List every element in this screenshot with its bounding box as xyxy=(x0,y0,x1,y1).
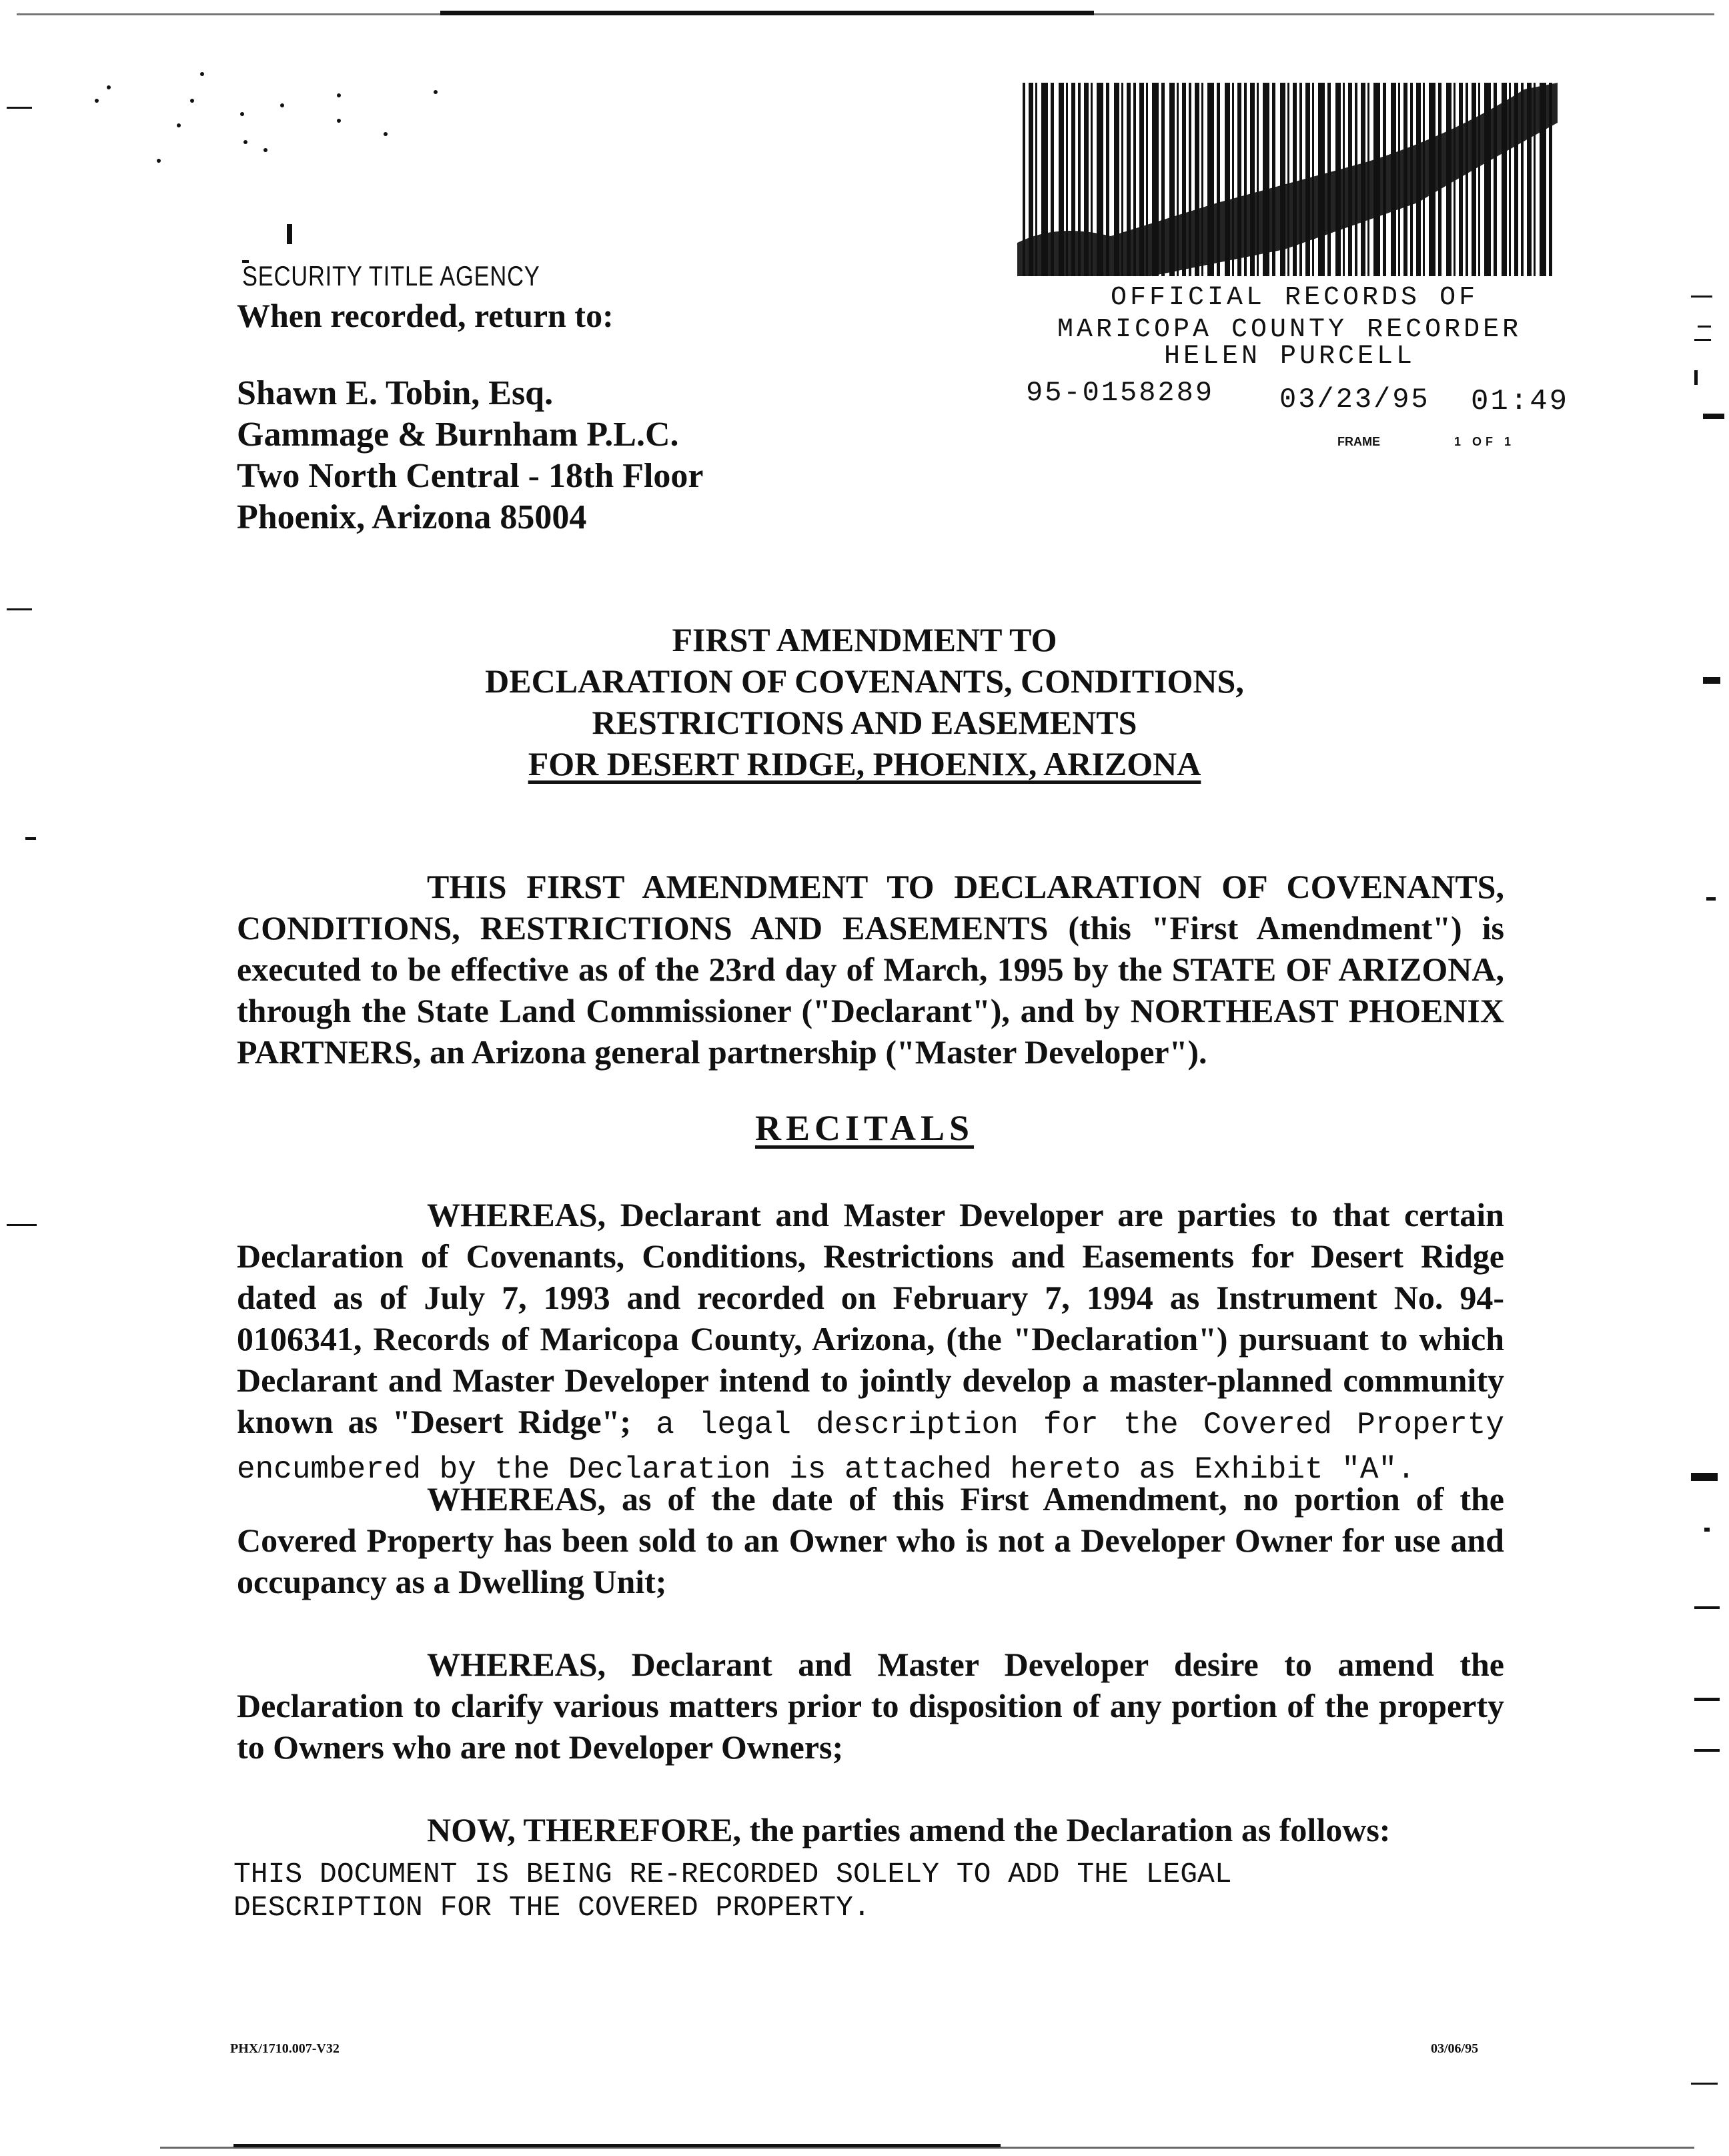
margin-mark xyxy=(1698,326,1711,328)
margin-mark xyxy=(1694,370,1698,385)
scan-speck xyxy=(384,132,388,136)
rerecord-notice-line: THIS DOCUMENT IS BEING RE-RECORDED SOLELY TO ADD THE LEGAL xyxy=(233,1858,1232,1891)
margin-mark xyxy=(1706,897,1716,901)
margin-mark xyxy=(1694,1606,1720,1609)
scan-speck xyxy=(263,148,267,152)
rerecord-notice-line: DESCRIPTION FOR THE COVERED PROPERTY. xyxy=(233,1891,871,1924)
recorder-stamp-line: MARICOPA COUNTY RECORDER xyxy=(1057,315,1522,345)
now-therefore-clause: NOW, THEREFORE, the parties amend the Declaration as follows: xyxy=(427,1811,1391,1848)
margin-mark xyxy=(1691,296,1712,298)
recorder-stamp-line: HELEN PURCELL xyxy=(1164,342,1416,372)
document-date: 03/06/95 xyxy=(1431,2041,1479,2056)
margin-mark xyxy=(1691,1473,1718,1481)
recital-typed-insert: a legal description for the Covered Property encumbered by the Declaration is attached hereto as Exhibit "A". xyxy=(237,1408,1505,1487)
document-title-line: FIRST AMENDMENT TO xyxy=(672,621,1057,658)
recorder-barcode xyxy=(1017,83,1558,276)
scan-edge-bottom-dark xyxy=(233,2144,1001,2147)
return-address-line: Two North Central - 18th Floor xyxy=(237,457,704,495)
recitals-heading: RECITALS xyxy=(754,1108,975,1148)
scan-speck xyxy=(157,159,161,163)
margin-mark xyxy=(7,1224,37,1226)
margin-mark xyxy=(1694,1698,1720,1701)
intro-paragraph: THIS FIRST AMENDMENT TO DECLARATION OF COVENANTS, CONDITIONS, RESTRICTIONS AND EASEMENTS (this "First Amendment") is executed to be effective as of the 23rd day of March, 1995 by the STATE OF ARIZONA, through the State Land Commissioner ("Declarant"), and by NORTHEAST PHOENIX PARTNERS, an Arizona general partnership ("Master Developer"). xyxy=(237,868,1504,1071)
scan-speck xyxy=(243,140,247,144)
scan-speck xyxy=(190,99,194,103)
recorder-stamp-line: OFFICIAL RECORDS OF xyxy=(1111,283,1479,313)
scan-speck xyxy=(337,93,341,97)
frame-label: FRAME xyxy=(1337,435,1380,448)
return-address-line: Phoenix, Arizona 85004 xyxy=(237,498,587,536)
document-title-line: DECLARATION OF COVENANTS, CONDITIONS, xyxy=(485,662,1244,700)
recital-paragraph: WHEREAS, Declarant and Master Developer desire to amend the Declaration to clarify various matters prior to disposition of any portion of the property to Owners who are not Developer Owners; xyxy=(237,1646,1504,1766)
scan-speck xyxy=(434,90,438,94)
return-address-line: Gammage & Burnham P.L.C. xyxy=(237,416,679,454)
recital-paragraph xyxy=(237,1194,1504,1490)
document-title-line: RESTRICTIONS AND EASEMENTS xyxy=(592,704,1137,741)
recital-text: WHEREAS, Declarant and Master Developer are parties to that certain Declaration of Covenants, Conditions, Restrictions and Easements for Desert Ridge dated as of July 7, 1993 and recorded on February 7, 1994 as Instrument No. 94-0106341, Records of Maricopa County, Arizona, (the "Declaration") pursuant to which Declarant and Master Developer intend to jointly develop a master-planned community known as "Desert Ridge"; xyxy=(237,1196,1504,1440)
margin-mark xyxy=(1691,2083,1718,2085)
recital-paragraph: WHEREAS, as of the date of this First Amendment, no portion of the Covered Property has been sold to an Owner who is not a Developer Owner for use and occupancy as a Dwelling Unit; xyxy=(237,1480,1504,1600)
scan-speck xyxy=(95,99,99,103)
scan-speck xyxy=(107,85,111,89)
scan-speck xyxy=(240,112,244,116)
recording-date: 03/23/95 xyxy=(1279,384,1430,416)
page-count: 1 OF 1 xyxy=(1454,435,1516,448)
return-to-label: When recorded, return to: xyxy=(237,297,614,334)
title-agency-stamp: SECURITY TITLE AGENCY xyxy=(242,260,540,292)
scan-speck xyxy=(200,72,204,76)
margin-mark xyxy=(1694,339,1711,341)
margin-mark xyxy=(7,608,32,610)
margin-mark xyxy=(25,837,36,840)
scan-speck xyxy=(177,123,181,127)
margin-mark xyxy=(1703,414,1724,419)
scan-speck xyxy=(280,103,284,107)
scan-speck xyxy=(337,119,341,123)
margin-mark xyxy=(7,107,32,109)
return-address-line: Shawn E. Tobin, Esq. xyxy=(237,374,554,412)
scan-edge-top-dark xyxy=(440,11,1094,15)
margin-mark xyxy=(1694,1749,1720,1752)
document-title-line: FOR DESERT RIDGE, PHOENIX, ARIZONA xyxy=(528,745,1201,782)
instrument-number: 95-0158289 xyxy=(1026,377,1215,409)
margin-mark xyxy=(1704,1528,1710,1532)
recording-time: 01:49 xyxy=(1471,385,1570,418)
scan-speck xyxy=(287,224,292,244)
document-code: PHX/1710.007-V32 xyxy=(230,2041,340,2056)
